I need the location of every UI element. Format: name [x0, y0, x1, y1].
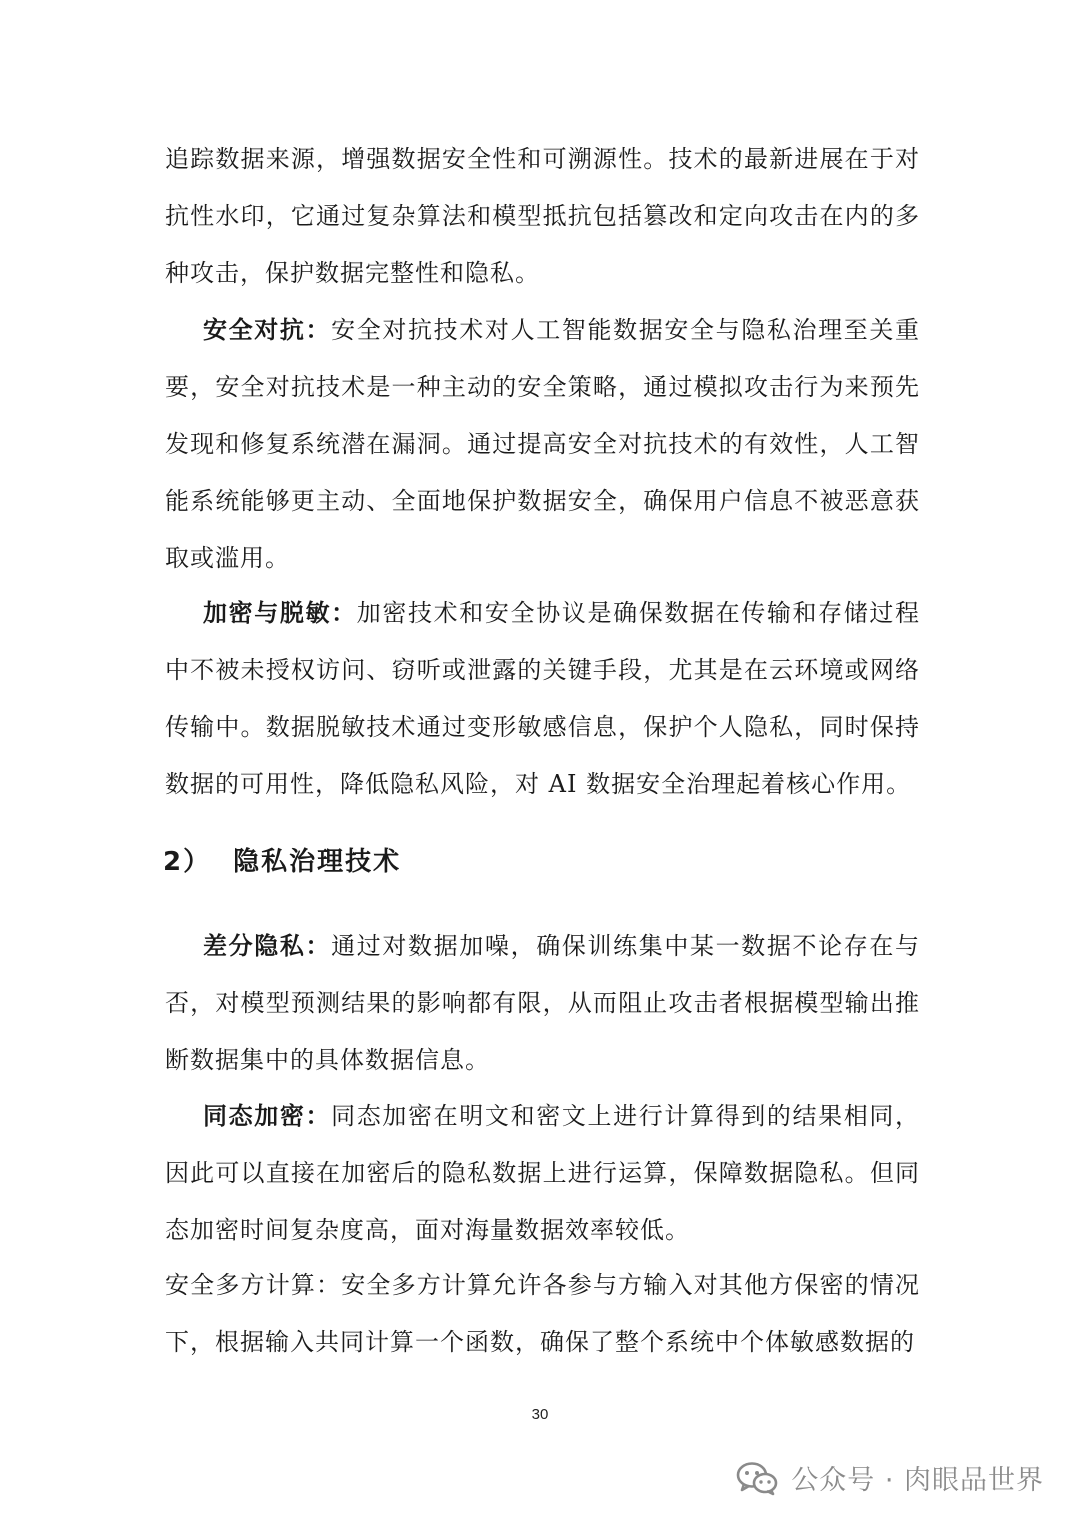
watermark: [735, 1458, 1044, 1497]
paragraph-watermark-continuation: [165, 131, 920, 302]
paragraph-secure-multiparty: [165, 1257, 920, 1371]
paragraph-differential-privacy: [165, 918, 920, 1089]
paragraph-encryption-masking: [165, 585, 920, 813]
paragraph-text: 同态加密在明文和密文上进行计算得到的结果相同，因此可以直接在加密后的隐私数据上进行运算，保障数据隐私。但同态加密时间复杂度高，面对海量数据效率较低。: [165, 1102, 921, 1244]
term-homomorphic-encryption: 同态加密：: [203, 1102, 332, 1130]
paragraph-homomorphic-encryption: [165, 1088, 920, 1259]
watermark-text: 公众号 · 肉眼品世界: [791, 1465, 1044, 1496]
wechat-icon: [735, 1460, 779, 1496]
term-differential-privacy: 差分隐私：: [203, 932, 332, 960]
paragraph-text: 安全对抗技术对人工智能数据安全与隐私治理至关重要，安全对抗技术是一种主动的安全策略，通过模拟攻击行为来预先发现和修复系统潜在漏洞。通过提高安全对抗技术的有效性，人工智能系统能够更主动、全面地保护数据安全，确保用户信息不被恶意获取或滥用。: [165, 316, 921, 572]
paragraph-text: 追踪数据来源，增强数据安全性和可溯源性。技术的最新进展在于对抗性水印，它通过复杂算法和模型抵抗包括篡改和定向攻击在内的多种攻击，保护数据完整性和隐私。: [165, 145, 920, 287]
term-encryption-masking: 加密与脱敏：: [203, 599, 357, 627]
paragraph-text: 安全多方计算允许各参与方输入对其他方保密的情况下，根据输入共同计算一个函数，确保了整个系统中个体敏感数据的: [165, 1271, 921, 1356]
paragraph-text: 加密技术和安全协议是确保数据在传输和存储过程中不被未授权访问、窃听或泄露的关键手段，尤其是在云环境或网络传输中。数据脱敏技术通过变形敏感信息，保护个人隐私，同时保持数据的可用性，降低隐私风险，对 AI 数据安全治理起着核心作用。: [165, 599, 921, 798]
section-heading: [163, 840, 401, 884]
term-security-adversarial: 安全对抗：: [203, 316, 332, 344]
page-number: 30: [531, 1406, 549, 1423]
paragraph-security-adversarial: [165, 302, 920, 587]
section-number: 2）: [163, 847, 212, 877]
paragraph-text: 通过对数据加噪，确保训练集中某一数据不论存在与否，对模型预测结果的影响都有限，从而阻止攻击者根据模型输出推断数据集中的具体数据信息。: [165, 932, 921, 1074]
section-title: 隐私治理技术: [233, 847, 402, 877]
term-secure-multiparty: 安全多方计算：: [165, 1271, 342, 1299]
